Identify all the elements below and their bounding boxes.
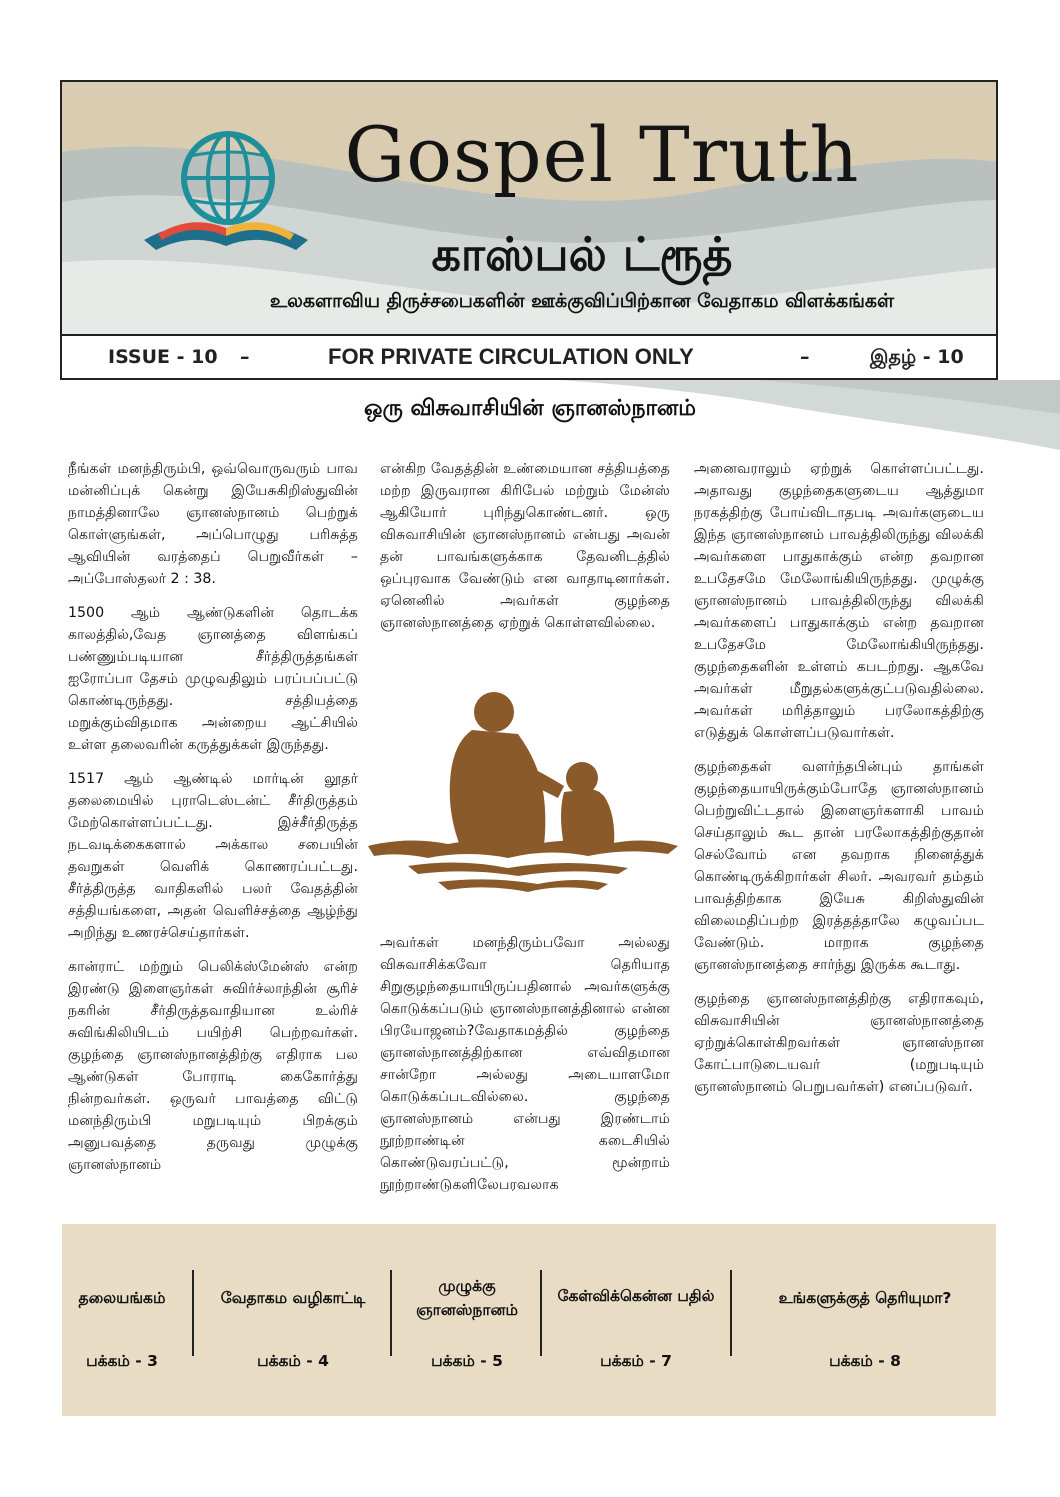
table-of-contents — [62, 1224, 996, 1416]
toc-item-title: முழுக்கு ஞானஸ்நானம் — [416, 1277, 518, 1319]
toc-item-page: பக்கம் - 4 — [257, 1352, 329, 1370]
issue-number-tamil: இதழ் - 10 — [870, 346, 964, 368]
toc-item[interactable] — [196, 1224, 390, 1416]
toc-item-page: பக்கம் - 8 — [829, 1352, 901, 1370]
private-circulation-note: FOR PRIVATE CIRCULATION ONLY — [328, 344, 694, 369]
paragraph: கான்ராட் மற்றும் பெலிக்ஸ்மேன்ஸ் என்ற இரண்டு இளைஞர்கள் சுவிர்ச்லாந்தின் சூரிச் நகரின் சீர்திருத்தவாதியான உல்ரிச் சுவிங்கிலியிடம் பயிற்சி பெற்றவர்கள். குழந்தை ஞானஸ்நானத்திற்கு எதிராக பல ஆண்டுகள் போராடி கைகோர்த்து நின்றவர்கள். ஒருவர் பாவத்தை விட்டு மனந்திரும்பி மறுபடியும் பிறக்கும் அனுபவத்தை தருவது முழுக்கு ஞானஸ்நானம் — [68, 959, 358, 1173]
masthead-title-tamil: காஸ்பல் ட்ரூத் — [431, 227, 733, 281]
toc-item[interactable] — [56, 1224, 188, 1416]
toc-item[interactable] — [394, 1224, 540, 1416]
article-column-2-bottom — [380, 932, 670, 1208]
masthead — [60, 80, 998, 380]
toc-item-page: பக்கம் - 7 — [600, 1352, 672, 1370]
issue-number-english: ISSUE - 10 — [108, 346, 218, 368]
toc-divider — [540, 1270, 542, 1356]
paragraph: அனைவராலும் ஏற்றுக் கொள்ளப்பட்டது. அதாவது குழந்தைகளுடைய ஆத்துமா நரகத்திற்கு போய்விடாதபடி அவர்களுடைய இந்த ஞானஸ்நானம் பாவத்திலிருந்து விலக்கி அவர்களை பாதுகாக்கும் என்ற தவறான உபதேசமே மேலோங்கியிருந்தது. முழுக்கு ஞானஸ்நானம் பாவத்திலிருந்து விலக்கி அவர்களைப் பாதுகாக்கும் என்ற தவறான உபதேசமே மேலோங்கியிருந்தது. குழந்தைகளின் உள்ளம் கபடற்றது. ஆகவே அவர்கள் மீறுதல்களுக்குட்படுவதில்லை. அவர்கள் மரித்தாலும் பரலோகத்திற்கு எடுத்துக் கொள்ளப்படுவார்கள். — [694, 461, 984, 741]
toc-divider — [390, 1270, 392, 1356]
masthead-title-english: Gospel Truth — [344, 110, 860, 199]
article-heading: ஒரு விசுவாசியின் ஞானஸ்நானம் — [364, 396, 696, 421]
article-column-3 — [694, 458, 984, 1110]
toc-item-page: பக்கம் - 5 — [431, 1352, 503, 1370]
article-column-1 — [68, 458, 358, 1188]
issue-bar — [62, 334, 996, 380]
baptism-silhouette-image — [368, 686, 678, 896]
toc-item-title: வேதாகம வழிகாட்டி — [220, 1289, 366, 1307]
toc-item-title: உங்களுக்குத் தெரியுமா? — [778, 1289, 952, 1307]
paragraph: அவர்கள் மனந்திரும்பவோ அல்லது விசுவாசிக்கவோ தெரியாத சிறுகுழந்தையாயிருப்பதினால் அவர்களுக்கு கொடுக்கப்படும் ஞானஸ்நானத்தினால் என்ன பிரயோஜனம்?வேதாகமத்தில் குழந்தை ஞானஸ்நானத்திற்கான எவ்விதமான சான்றோ அல்லது அடையாளமோ கொடுக்கப்படவில்லை. குழந்தை ஞானஸ்நானம் என்பது இரண்டாம் நூற்றாண்டின் கடைசியில் கொண்டுவரப்பட்டு, மூன்றாம் நூற்றாண்டுகளிலேபரவலாக — [380, 935, 670, 1193]
paragraph: 1517 ஆம் ஆண்டில் மார்டின் லூதர் தலைமையில் புராடெஸ்டன்ட் சீர்திருத்தம் மேற்கொள்ளப்பட்டது. இச்சீர்திருத்த நடவடிக்கைகளால் அக்கால சபையின் தவறுகள் வெளிக் கொணரப்பட்டது. சீர்த்திருத்த வாதிகளில் பலர் வேதத்தின் சத்தியங்களை, அதன் வெளிச்சத்தை ஆழ்ந்து அறிந்து உணரச்செய்தார்கள். — [68, 771, 358, 941]
toc-divider — [192, 1270, 194, 1356]
toc-item-title: தலையங்கம் — [78, 1289, 166, 1307]
toc-item-page: பக்கம் - 3 — [86, 1352, 158, 1370]
article-column-2-top — [380, 458, 670, 646]
toc-item[interactable] — [734, 1224, 996, 1416]
globe-book-logo — [136, 112, 316, 262]
toc-item[interactable] — [544, 1224, 728, 1416]
paragraph: நீங்கள் மனந்திரும்பி, ஒவ்வொருவரும் பாவ மன்னிப்புக் கென்று இயேசுகிறிஸ்துவின் நாமத்தினாலே ஞானஸ்நானம் பெற்றுக் கொள்ளுங்கள், அப்பொழுது பரிசுத்த ஆவியின் வரத்தைப் பெறுவீர்கள் – அப்போஸ்தலர் 2 : 38. — [68, 461, 358, 587]
masthead-subtitle: உலகளாவிய திருச்சபைகளின் ஊக்குவிப்பிற்கான வேதாகம விளக்கங்கள் — [269, 290, 895, 312]
paragraph: 1500 ஆம் ஆண்டுகளின் தொடக்க காலத்தில்,வேத ஞானத்தை விளங்கப் பண்ணும்படியான சீர்த்திருத்தங்கள் ஐரோப்பா தேசம் முழுவதிலும் பரப்பப்பட்டு கொண்டிருந்தது. சத்தியத்தை மறுக்கும்விதமாக அன்றைய ஆட்சியில் உள்ள தலைவரின் கருத்துக்கள் இருந்தது. — [68, 605, 358, 753]
toc-divider — [730, 1270, 732, 1356]
paragraph: குழந்தைகள் வளர்ந்தபின்பும் தாங்கள் குழந்தையாயிருக்கும்போதே ஞானஸ்நானம் பெற்றுவிட்டதால் இளைஞர்களாகி பாவம் செய்தாலும் கூட தான் பரலோகத்திற்குதான் செல்வோம் என தவறாக நினைத்துக் கொண்டிருக்கிறார்கள் சிலர். அவரவர் தம்தம் பாவத்திற்காக இயேசு கிறிஸ்துவின் விலைமதிப்பற்ற இரத்தத்தாலே கழுவப்பட வேண்டும். மாறாக குழந்தை ஞானஸ்நானத்தை சார்ந்து இருக்க கூடாது. — [694, 759, 984, 973]
paragraph: குழந்தை ஞானஸ்நானத்திற்கு எதிராகவும், விசுவாசியின் ஞானஸ்நானத்தை ஏற்றுக்கொள்கிறவர்கள் ஞானஸ்நான கோட்பாடுடையவர் (மறுபடியும் ஞானஸ்நானம் பெறுபவர்கள்) எனப்படுவர். — [694, 991, 984, 1095]
issue-bar-separator: – — [800, 346, 810, 368]
issue-bar-separator: – — [240, 346, 250, 368]
toc-item-title: கேள்விக்கென்ன பதில் — [557, 1287, 715, 1305]
paragraph: என்கிற வேதத்தின் உண்மையான சத்தியத்தை மற்ற இருவரான கிரிபேல் மற்றும் மேன்ஸ் ஆகியோர் புரிந்துகொண்டனர். ஒரு விசுவாசியின் ஞானஸ்நானம் என்பது அவன் தன் பாவங்களுக்காக தேவனிடத்தில் ஒப்புரவாக வேண்டும் என வாதாடினார்கள். ஏனெனில் அவர்கள் குழந்தை ஞானஸ்நானத்தை ஏற்றுக் கொள்ளவில்லை. — [380, 461, 670, 631]
